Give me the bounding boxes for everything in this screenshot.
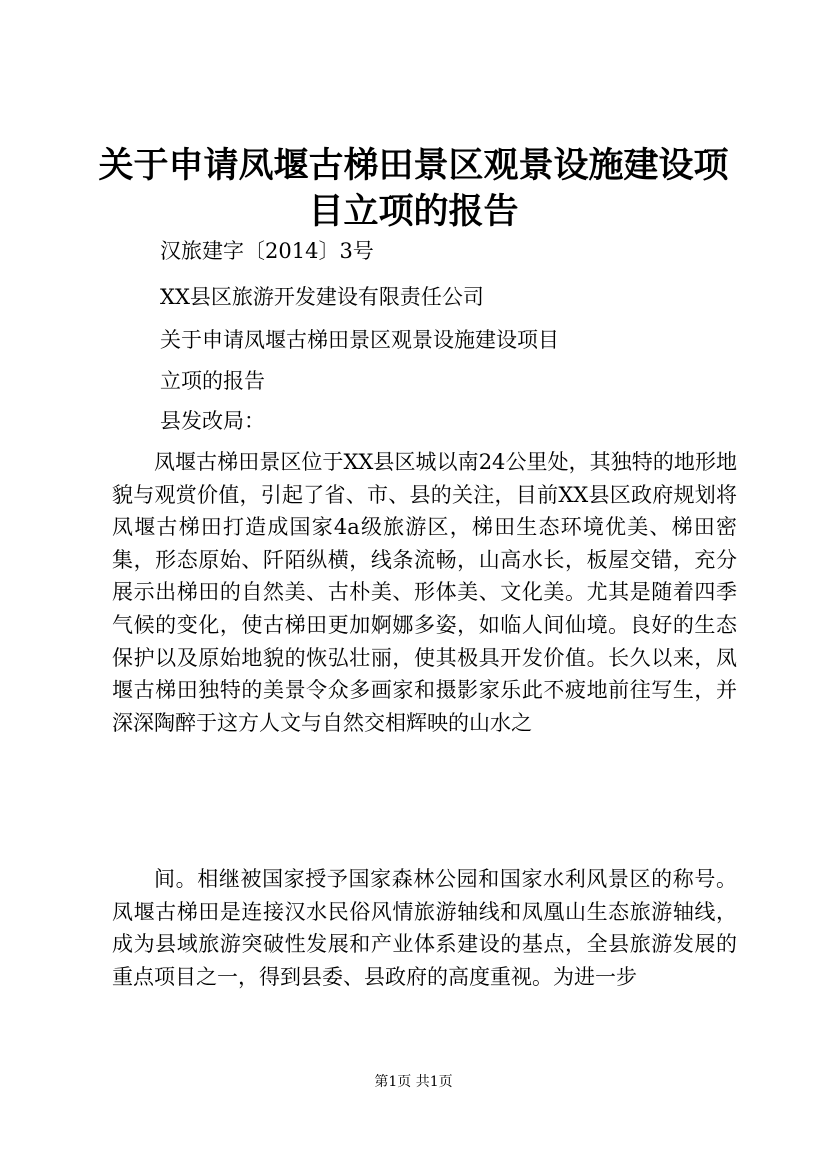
recipient: 县发改局： [160, 409, 265, 433]
body-paragraph-1: 凤堰古梯田景区位于XX县区城以南24公里处，其独特的地形地貌与观赏价值，引起了省、市、县的关注，目前XX县区政府规划将凤堰古梯田打造成国家4a级旅游区，梯田生态环境优美、梯田密集，形态原始、阡陌纵横，线条流畅，山高水长，板屋交错，充分展示出梯田的自然美、古朴美、形体美、文化美。尤其是随着四季气候的变化，使古梯田更加婀娜多姿，如临人间仙境。良好的生态保护以及原始地貌的恢弘壮丽，使其极具开发价值。长久以来，凤堰古梯田独特的美景令众多画家和摄影家乐此不疲地前往写生，并深深陶醉于这方人文与自然交相辉映的山水之 [112, 450, 737, 735]
page-footer: 第1页 共1页 [374, 1074, 453, 1090]
company-name: XX县区旅游开发建设有限责任公司 [160, 285, 484, 309]
subject-line-1: 关于申请凤堰古梯田景区观景设施建设项目 [160, 328, 559, 352]
document-number: 汉旅建字〔2014〕3号 [160, 239, 374, 263]
body-paragraph-2: 间。相继被国家授予国家森林公园和国家水利风景区的称号。凤堰古梯田是连接汉水民俗风情旅游轴线和凤凰山生态旅游轴线，成为县域旅游突破性发展和产业体系建设的基点，全县旅游发展的重点项目之一，得到县委、县政府的高度重视。为进一步 [112, 867, 737, 989]
document-title: 关于申请凤堰古梯田景区观景设施建设项目立项的报告 [98, 145, 729, 232]
subject-line-2: 立项的报告 [160, 369, 265, 393]
